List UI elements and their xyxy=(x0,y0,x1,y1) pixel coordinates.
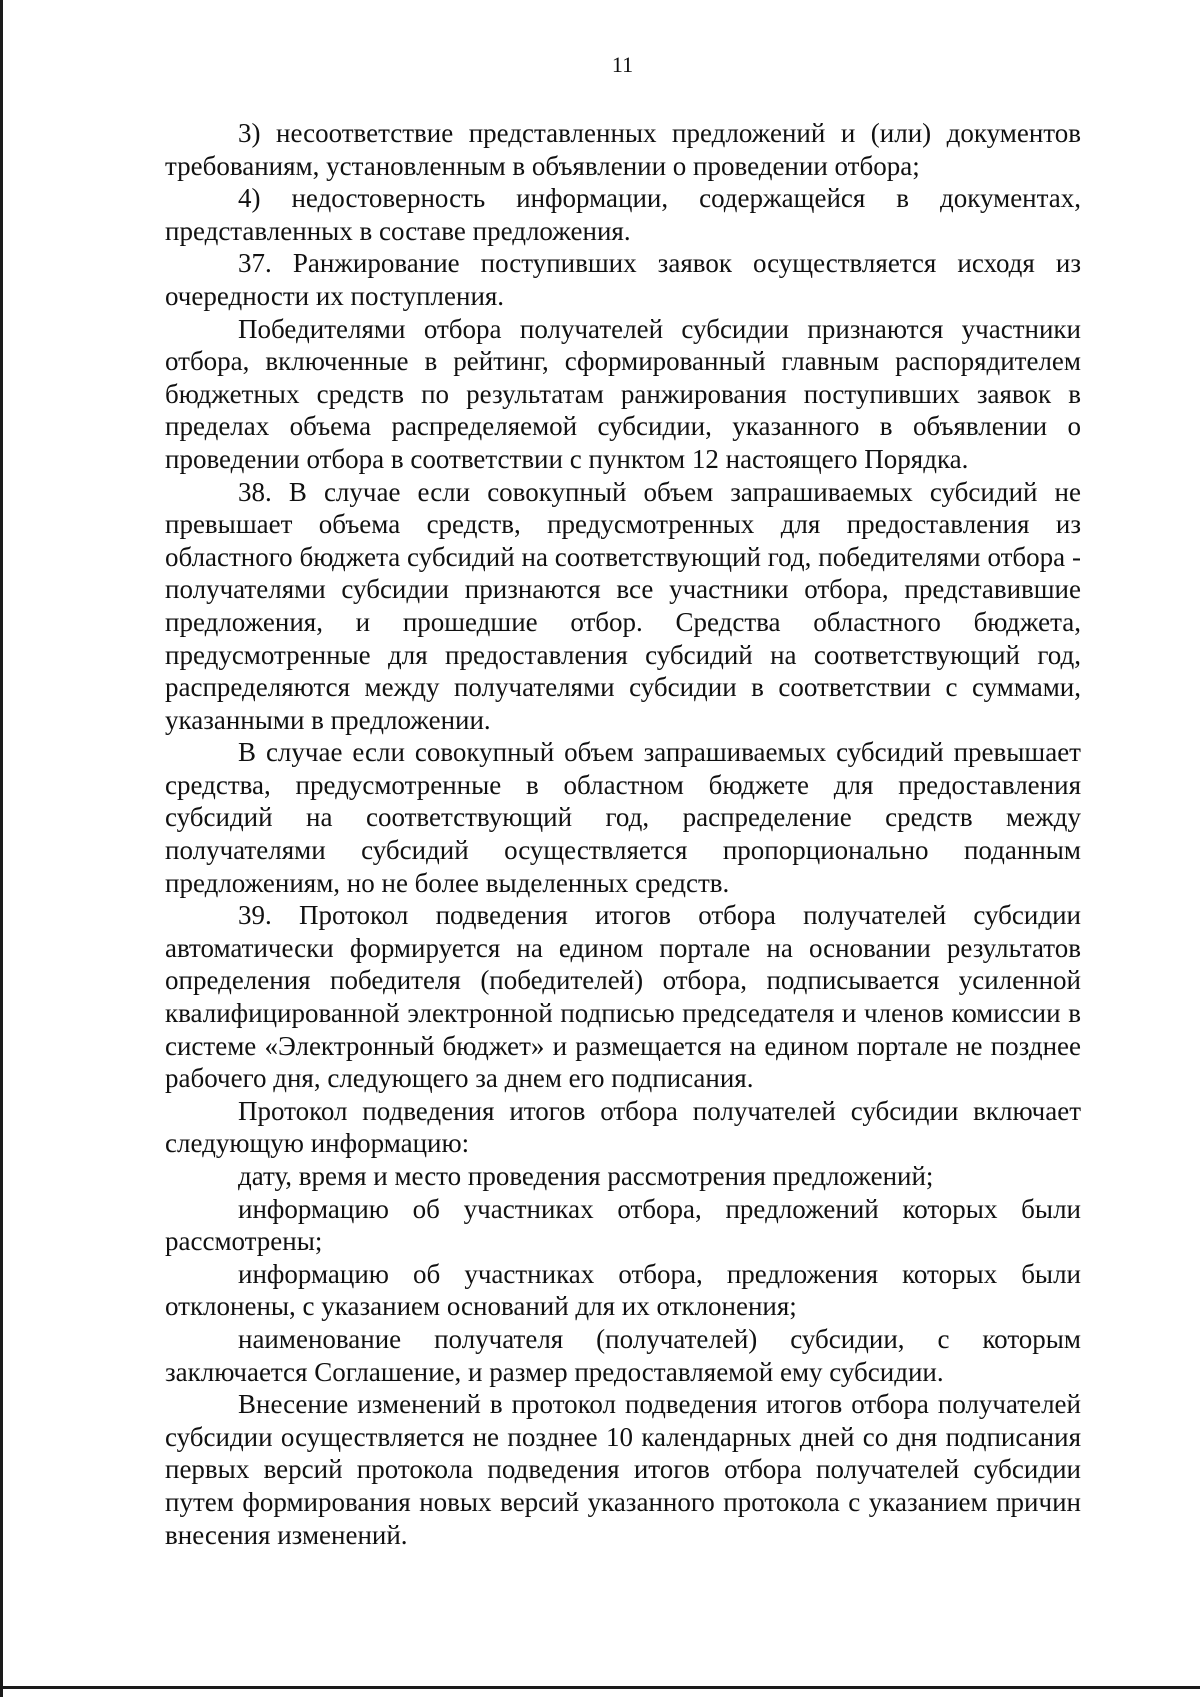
paragraph-clause-39: 39. Протокол подведения итогов отбора получателей субсидии автоматически формируется на едином портале на основании результатов определения победителя (победителей) отбора, подписывается усиленной квалифицированной электронной подписью председателя и членов комиссии в системе «Электронный бюджет» и размещается на едином портале не позднее рабочего дня, следующего за днем его подписания. xyxy=(165,900,1081,1094)
paragraph-protocol-includes: Протокол подведения итогов отбора получателей субсидии включает следующую информацию: xyxy=(165,1095,1081,1159)
scan-bottom-border xyxy=(0,1686,1200,1689)
paragraph-amendments: Внесение изменений в протокол подведения итогов отбора получателей субсидии осуществляется не позднее 10 календарных дней со дня подписания первых версий протокола подведения итогов отбора получателей субсидии путем формирования новых версий указанного протокола с указанием причин внесения изменений. xyxy=(165,1389,1081,1550)
paragraph-list-rejected: информацию об участниках отбора, предложения которых были отклонены, с указанием оснований для их отклонения; xyxy=(165,1258,1081,1322)
paragraph-winners: Победителями отбора получателей субсидии признаются участники отбора, включенные в рейтинг, сформированный главным распорядителем бюджетных средств по результатам ранжирования поступивших заявок в пределах объема распределяемой субсидии, указанного в объявлении о проведении отбора в соответствии с пунктом 12 настоящего Порядка. xyxy=(165,313,1081,474)
document-body xyxy=(165,117,1081,1551)
paragraph-item-3: 3) несоответствие представленных предложений и (или) документов требованиям, установленным в объявлении о проведении отбора; xyxy=(165,118,1081,181)
paragraph-excess-case: В случае если совокупный объем запрашиваемых субсидий превышает средства, предусмотренные в областном бюджете для предоставления субсидий на соответствующий год, распределение средств между получателями субсидий осуществляется пропорционально поданным предложениям, но не более выделенных средств. xyxy=(165,737,1081,898)
paragraph-list-recipient: наименование получателя (получателей) субсидии, с которым заключается Соглашение, и размер предоставляемой ему субсидии. xyxy=(165,1323,1081,1387)
paragraph-clause-38: 38. В случае если совокупный объем запрашиваемых субсидий не превышает объема средств, предусмотренных для предоставления из областного бюджета субсидий на соответствующий год, победителями отбора - получателями субсидии признаются все участники отбора, представившие предложения, и прошедшие отбор. Средства областного бюджета, предусмотренные для предоставления субсидий на соответствующий год, распределяются между получателями субсидии в соответствии с суммами, указанными в предложении. xyxy=(165,476,1081,735)
paragraph-item-4: 4) недостоверность информации, содержащейся в документах, представленных в составе предложения. xyxy=(165,183,1081,246)
paragraph-clause-37: 37. Ранжирование поступивших заявок осуществляется исходя из очередности их поступления. xyxy=(165,248,1081,311)
paragraph-list-date: дату, время и место проведения рассмотрения предложений; xyxy=(238,1161,934,1191)
scan-left-border xyxy=(0,0,3,1697)
paragraph-list-reviewed: информацию об участниках отбора, предложений которых были рассмотрены; xyxy=(165,1193,1081,1257)
page-number: 11 xyxy=(611,52,634,77)
